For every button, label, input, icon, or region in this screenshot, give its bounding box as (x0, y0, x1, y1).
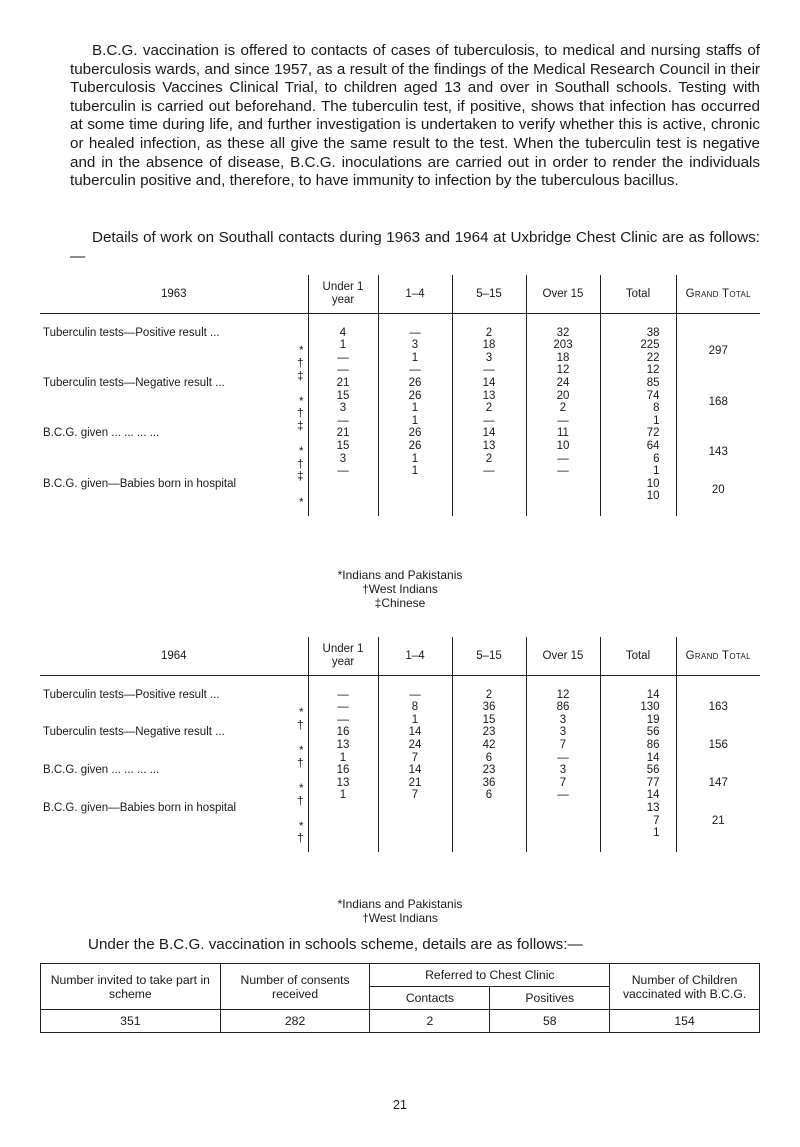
cell-u1 (308, 802, 378, 815)
cell-o15: — (526, 465, 600, 478)
grand-total-cell: 156 (676, 726, 760, 764)
cell-a14: 7 (378, 752, 452, 765)
row-label (40, 402, 308, 421)
cell-a14: 3 (378, 339, 452, 352)
table-row (40, 739, 760, 752)
cell-u1: 13 (308, 739, 378, 752)
table-row (40, 478, 760, 491)
cell-a14: 1 (378, 465, 452, 478)
note-indians-pakistanis: *Indians and Pakistanis (337, 568, 463, 582)
header-invited: Number invited to take part in scheme (41, 964, 221, 1010)
row-group-symbol: † (297, 757, 304, 770)
cell-total: 12 (600, 364, 676, 377)
table-row (40, 490, 760, 503)
col-1-4: 1–4 (378, 637, 452, 676)
row-label-text: B.C.G. given ... ... ... ... (43, 427, 160, 440)
cell-total: 225 (600, 339, 676, 352)
cell-a515: 42 (452, 739, 526, 752)
row-group-symbol: † (297, 458, 304, 471)
cell-u1: — (308, 465, 378, 478)
grand-total-cell: 147 (676, 764, 760, 802)
row-group-symbol: * (299, 745, 304, 758)
row-label-text: Tuberculin tests—Negative result ... (43, 376, 225, 389)
cell-total: 77 (600, 777, 676, 790)
cell-total: 14 (600, 789, 676, 802)
cell-a14 (378, 802, 452, 815)
row-group-symbol: * (299, 783, 304, 796)
row-label (40, 478, 308, 491)
cell-u1: 16 (308, 726, 378, 739)
cell-a14: 1 (378, 415, 452, 428)
col-under-1: Under 1 year (308, 637, 378, 676)
table-row (40, 377, 760, 390)
row-group-symbol: † (297, 833, 304, 846)
col-grand-total: Grand Total (676, 275, 760, 314)
row-label-text: Tuberculin tests—Positive result ... (43, 326, 220, 339)
cell-u1: 21 (308, 377, 378, 390)
cell-u1: 16 (308, 764, 378, 777)
row-group-symbol: * (299, 395, 304, 408)
cell-a14: 1 (378, 352, 452, 365)
row-label (40, 802, 308, 815)
table-row (40, 777, 760, 790)
table-row (40, 352, 760, 365)
cell-o15: 3 (526, 764, 600, 777)
intro-paragraph-1: B.C.G. vaccination is offered to contacts of cases of tuberculosis, to medical and nursing staffs of tuberculosis wards, and since 1957, as a result of the findings of the Medical Research Council in their Tuberculosis Vaccines Clinical Trial, to children aged 13 and over in Southall schools. Testing with tuberculin is carried out beforehand. The tuberculin test, if positive, shows that infection has occurred at some time during life, and further investigation is undertaken to verify whether this is active, chronic or healed infection, as these all give the same result to the test. When the tuberculin test is negative and in the absence of disease, B.C.G. inoculations are carried out in order to render the individuals tuberculin positive and, therefore, to have immunity to infection by the tuberculous bacillus. (70, 42, 760, 190)
cell-u1: 15 (308, 390, 378, 403)
cell-a14 (378, 490, 452, 503)
cell-o15: 20 (526, 390, 600, 403)
cell-a515 (452, 827, 526, 840)
cell-total: 56 (600, 764, 676, 777)
row-group-symbol: † (297, 358, 304, 371)
cell-a14: — (378, 327, 452, 340)
table-row (40, 827, 760, 840)
cell-a515: 23 (452, 764, 526, 777)
cell-a515 (452, 478, 526, 491)
table-row (40, 802, 760, 815)
cell-o15: 86 (526, 701, 600, 714)
row-label-text: Tuberculin tests—Negative result ... (43, 726, 225, 739)
cell-total: 64 (600, 440, 676, 453)
row-group-symbol: † (297, 795, 304, 808)
cell-a14 (378, 478, 452, 491)
row-group-symbol: ‡ (297, 370, 304, 383)
cell-a14 (378, 815, 452, 828)
col-total: Total (600, 275, 676, 314)
cell-total: 1 (600, 415, 676, 428)
cell-o15: 3 (526, 726, 600, 739)
cell-a14: 14 (378, 726, 452, 739)
grand-total-cell: 143 (676, 427, 760, 477)
cell-u1: 3 (308, 402, 378, 415)
cell-o15: — (526, 789, 600, 802)
table-row (40, 427, 760, 440)
cell-a515: 14 (452, 377, 526, 390)
row-label (40, 764, 308, 777)
row-group-symbol: † (297, 408, 304, 421)
cell-a515: — (452, 415, 526, 428)
col-under-1: Under 1 year (308, 275, 378, 314)
table-row (40, 453, 760, 466)
cell-total: 1 (600, 827, 676, 840)
table-row (40, 415, 760, 428)
cell-a515: 14 (452, 427, 526, 440)
row-group-symbol: * (299, 707, 304, 720)
cell-total: 19 (600, 714, 676, 727)
cell-o15: 10 (526, 440, 600, 453)
notes-1963 (0, 568, 800, 610)
cell-a515: 13 (452, 440, 526, 453)
row-label (40, 689, 308, 702)
table-row (40, 764, 760, 777)
cell-a515 (452, 490, 526, 503)
row-group-symbol: * (299, 345, 304, 358)
cell-a14: 21 (378, 777, 452, 790)
cell-total: 85 (600, 377, 676, 390)
header-positives: Positives (490, 987, 610, 1010)
cell-total: 86 (600, 739, 676, 752)
row-label (40, 453, 308, 471)
col-total: Total (600, 637, 676, 676)
row-label (40, 427, 308, 440)
cell-o15: 3 (526, 714, 600, 727)
cell-o15: 32 (526, 327, 600, 340)
schools-intro: Under the B.C.G. vaccination in schools scheme, details are as follows:— (88, 936, 583, 953)
col-1-4: 1–4 (378, 275, 452, 314)
table-row (40, 701, 760, 714)
col-5-15: 5–15 (452, 275, 526, 314)
value-positives: 58 (490, 1010, 610, 1033)
row-label (40, 827, 308, 846)
cell-total: 10 (600, 478, 676, 491)
row-label (40, 390, 308, 408)
header-vaccinated: Number of Children vaccinated with B.C.G. (610, 964, 760, 1010)
grand-total-cell: 168 (676, 377, 760, 427)
year-heading: 1964 (40, 637, 308, 676)
cell-a14: 1 (378, 402, 452, 415)
cell-total: 7 (600, 815, 676, 828)
cell-total: 13 (600, 802, 676, 815)
cell-total: 56 (600, 726, 676, 739)
cell-a14 (378, 827, 452, 840)
cell-o15: 12 (526, 364, 600, 377)
col-over-15: Over 15 (526, 637, 600, 676)
cell-u1: 15 (308, 440, 378, 453)
row-label (40, 440, 308, 459)
table-1963-body (40, 314, 760, 516)
row-label (40, 739, 308, 758)
table-row (40, 789, 760, 802)
cell-a14: 7 (378, 789, 452, 802)
cell-u1 (308, 827, 378, 840)
cell-o15: 2 (526, 402, 600, 415)
note-indians-pakistanis: *Indians and Pakistanis (337, 897, 463, 911)
cell-a14: 1 (378, 714, 452, 727)
cell-a14: — (378, 689, 452, 702)
cell-total: 1 (600, 465, 676, 478)
cell-u1: 3 (308, 453, 378, 466)
col-5-15: 5–15 (452, 637, 526, 676)
cell-total: 8 (600, 402, 676, 415)
grand-total-cell: 20 (676, 478, 760, 503)
cell-a515: 13 (452, 390, 526, 403)
grand-total-cell: 163 (676, 689, 760, 727)
cell-u1: 1 (308, 339, 378, 352)
cell-u1 (308, 815, 378, 828)
cell-a515: 2 (452, 327, 526, 340)
table-row (40, 364, 760, 377)
table-row (40, 689, 760, 702)
table-row (40, 327, 760, 340)
cell-o15: 18 (526, 352, 600, 365)
cell-a14: 8 (378, 701, 452, 714)
table-1964 (40, 637, 760, 852)
table-row (40, 402, 760, 415)
cell-a515: 2 (452, 453, 526, 466)
value-vaccinated: 154 (610, 1010, 760, 1033)
row-label (40, 377, 308, 390)
row-label (40, 777, 308, 796)
schools-table (40, 963, 760, 1033)
table-row (40, 390, 760, 403)
cell-u1: — (308, 714, 378, 727)
cell-a515: 36 (452, 701, 526, 714)
cell-a515: 36 (452, 777, 526, 790)
row-label (40, 490, 308, 509)
cell-u1: 21 (308, 427, 378, 440)
col-grand-total: Grand Total (676, 637, 760, 676)
cell-u1: — (308, 415, 378, 428)
cell-a515: 15 (452, 714, 526, 727)
row-label (40, 701, 308, 720)
note-west-indians: †West Indians (362, 582, 438, 596)
cell-a515: 6 (452, 789, 526, 802)
row-label-text: Tuberculin tests—Positive result ... (43, 688, 220, 701)
cell-a515: — (452, 465, 526, 478)
cell-a515: 2 (452, 689, 526, 702)
cell-total: 10 (600, 490, 676, 503)
cell-o15: 24 (526, 377, 600, 390)
page-number: 21 (393, 1098, 407, 1112)
cell-a14: 26 (378, 390, 452, 403)
row-label (40, 815, 308, 833)
notes-1964 (0, 897, 800, 925)
note-west-indians: †West Indians (362, 911, 438, 925)
cell-a515: 6 (452, 752, 526, 765)
grand-total-cell: 297 (676, 327, 760, 377)
cell-a14: 26 (378, 427, 452, 440)
cell-u1: — (308, 689, 378, 702)
table-row (40, 815, 760, 828)
cell-a515: 3 (452, 352, 526, 365)
cell-o15: — (526, 453, 600, 466)
row-group-symbol: ‡ (297, 471, 304, 484)
row-label (40, 339, 308, 358)
cell-total: 6 (600, 453, 676, 466)
cell-total: 72 (600, 427, 676, 440)
cell-a14: 26 (378, 440, 452, 453)
grand-total-cell: 21 (676, 802, 760, 840)
cell-u1: 13 (308, 777, 378, 790)
cell-total: 74 (600, 390, 676, 403)
cell-o15 (526, 478, 600, 491)
note-chinese: ‡Chinese (374, 596, 426, 610)
row-group-symbol: * (299, 496, 304, 509)
cell-o15: 11 (526, 427, 600, 440)
table-1964-body (40, 676, 760, 853)
cell-u1: — (308, 364, 378, 377)
table-row (40, 440, 760, 453)
value-invited: 351 (41, 1010, 221, 1033)
cell-o15 (526, 490, 600, 503)
row-label (40, 726, 308, 739)
cell-u1: — (308, 701, 378, 714)
row-group-symbol: * (299, 820, 304, 833)
header-referred: Referred to Chest Clinic (370, 964, 610, 987)
table-row (40, 714, 760, 727)
cell-o15: — (526, 415, 600, 428)
cell-a515 (452, 802, 526, 815)
cell-u1 (308, 490, 378, 503)
cell-o15 (526, 815, 600, 828)
row-group-symbol: * (299, 446, 304, 459)
cell-u1: 4 (308, 327, 378, 340)
row-group-symbol: ‡ (297, 421, 304, 434)
cell-a14: 26 (378, 377, 452, 390)
table-row (40, 726, 760, 739)
cell-u1: 1 (308, 789, 378, 802)
table-row (40, 752, 760, 765)
row-group-symbol: † (297, 720, 304, 733)
cell-o15 (526, 827, 600, 840)
cell-o15: 7 (526, 777, 600, 790)
cell-a14: — (378, 364, 452, 377)
cell-a14: 14 (378, 764, 452, 777)
cell-a515 (452, 815, 526, 828)
cell-total: 130 (600, 701, 676, 714)
cell-a515: 18 (452, 339, 526, 352)
table-row (40, 339, 760, 352)
value-consents: 282 (220, 1010, 370, 1033)
col-over-15: Over 15 (526, 275, 600, 314)
value-contacts: 2 (370, 1010, 490, 1033)
cell-o15: — (526, 752, 600, 765)
cell-o15 (526, 802, 600, 815)
cell-a14: 24 (378, 739, 452, 752)
table-1963 (40, 275, 760, 516)
header-contacts: Contacts (370, 987, 490, 1010)
cell-o15: 203 (526, 339, 600, 352)
cell-o15: 7 (526, 739, 600, 752)
row-label-text: B.C.G. given ... ... ... ... (43, 764, 160, 777)
cell-u1: — (308, 352, 378, 365)
row-label (40, 327, 308, 340)
cell-a515: 23 (452, 726, 526, 739)
row-label (40, 752, 308, 770)
year-heading: 1963 (40, 275, 308, 314)
header-consents: Number of consents received (220, 964, 370, 1010)
cell-total: 38 (600, 327, 676, 340)
cell-a515: — (452, 364, 526, 377)
cell-total: 22 (600, 352, 676, 365)
intro-paragraph-2: Details of work on Southall contacts during 1963 and 1964 at Uxbridge Chest Clinic are as follows:— (70, 229, 760, 265)
row-label-text: B.C.G. given—Babies born in hospital (43, 477, 237, 490)
cell-a14: 1 (378, 453, 452, 466)
cell-o15: 12 (526, 689, 600, 702)
row-label-text: B.C.G. given—Babies born in hospital (43, 801, 237, 814)
table-row (40, 465, 760, 478)
cell-u1: 1 (308, 752, 378, 765)
row-label (40, 352, 308, 371)
cell-total: 14 (600, 752, 676, 765)
cell-a515: 2 (452, 402, 526, 415)
cell-total: 14 (600, 689, 676, 702)
cell-u1 (308, 478, 378, 491)
